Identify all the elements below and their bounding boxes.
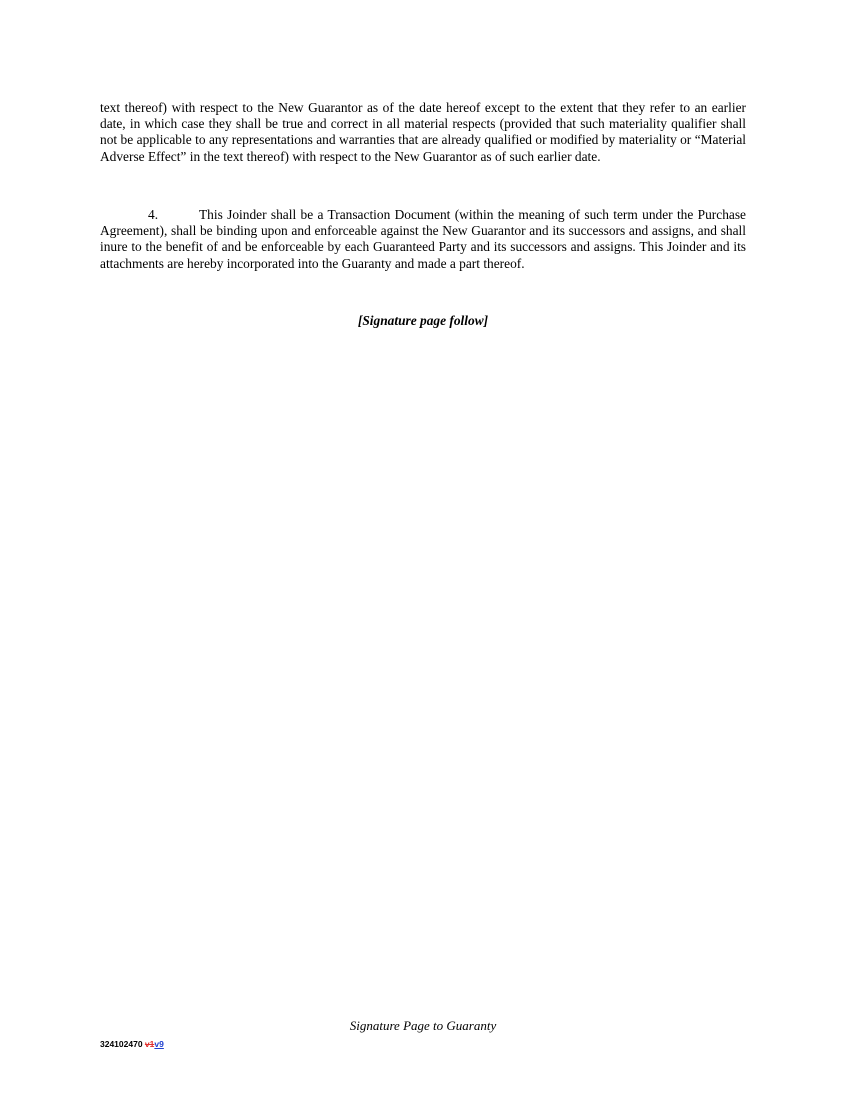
footer-page-title: Signature Page to Guaranty [349, 1018, 497, 1033]
paragraph-4 [100, 207, 746, 272]
document-id-stamp [100, 1039, 164, 1049]
paragraph-3-continuation: text thereof) with respect to the New Guarantor as of the date hereof except to the extent that they refer to an earlier date, in which case they shall be true and correct in all material respects (provided that such materiality qualifier shall not be applicable to any representations and warranties that are already qualified or modified by materiality or “Material Adverse Effect” in the text thereof) with respect to the New Guarantor as of such earlier date. [100, 100, 746, 164]
paragraph-4-text: This Joinder shall be a Transaction Document (within the meaning of such term under the Purchase Agreement), shall be binding upon and enforceable against the New Guarantor and its successors and assigns, and shall inure to the benefit of and be enforceable by each Guaranteed Party and its successors and assigns. This Joinder and its attachments are hereby incorporated into the Guaranty and made a part thereof. [100, 207, 746, 271]
paragraph-number: 4. [148, 207, 159, 222]
document-number: 324102470 [100, 1039, 145, 1049]
deleted-version-marker: v1 [144, 1039, 155, 1049]
inserted-version-marker: v9 [154, 1039, 164, 1049]
signature-page-follow-note: [Signature page follow] [357, 313, 489, 328]
